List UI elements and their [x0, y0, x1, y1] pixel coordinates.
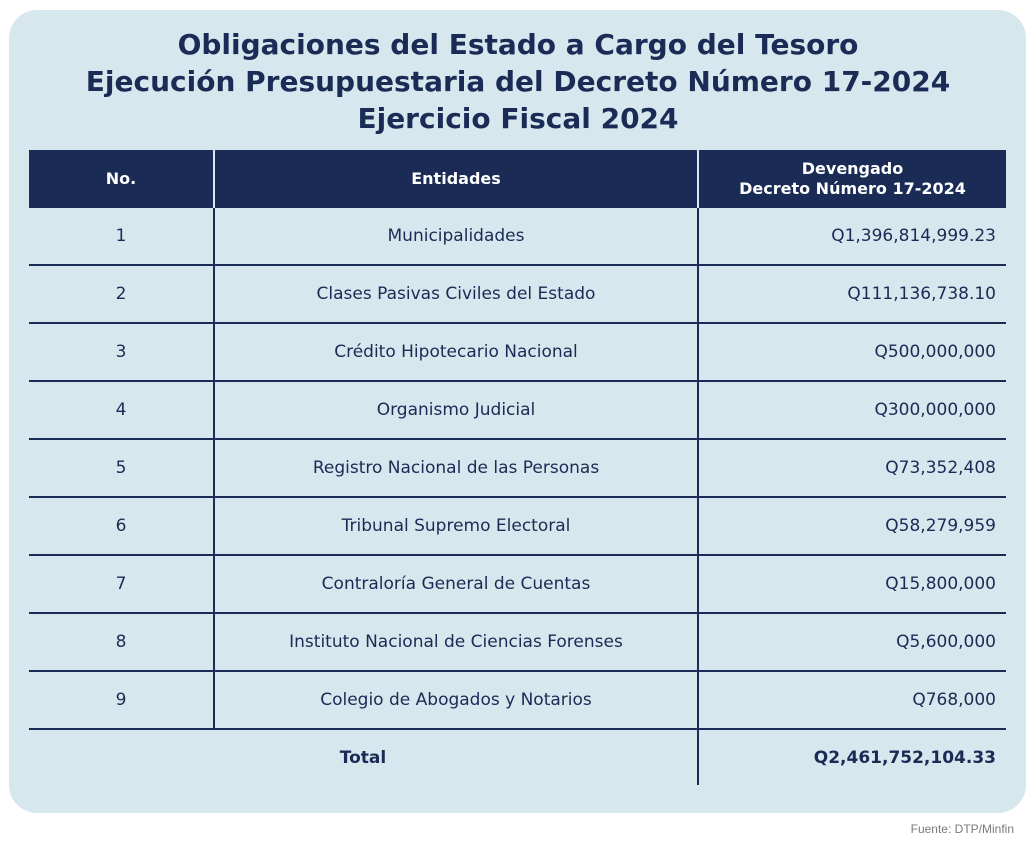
- row-entidad: Tribunal Supremo Electoral: [214, 497, 698, 555]
- table-row: [29, 208, 1006, 265]
- total-label: Total: [29, 729, 698, 785]
- title-line-2: Ejecución Presupuestaria del Decreto Número 17-2024: [85, 65, 951, 98]
- table-row: [29, 497, 1006, 555]
- row-entidad: Clases Pasivas Civiles del Estado: [214, 265, 698, 323]
- row-entidad: Contraloría General de Cuentas: [214, 555, 698, 613]
- row-number: 2: [29, 265, 214, 323]
- row-monto: Q15,800,000: [698, 555, 1006, 613]
- row-entidad: Organismo Judicial: [214, 381, 698, 439]
- row-monto: Q500,000,000: [698, 323, 1006, 381]
- row-number: 7: [29, 555, 214, 613]
- row-number: 1: [29, 208, 214, 265]
- row-number: 5: [29, 439, 214, 497]
- table-row: [29, 323, 1006, 381]
- row-number: 4: [29, 381, 214, 439]
- row-entidad: Instituto Nacional de Ciencias Forenses: [214, 613, 698, 671]
- row-entidad: Colegio de Abogados y Notarios: [214, 671, 698, 729]
- header-devengado-line2: Decreto Número 17-2024: [739, 179, 966, 198]
- table-row: [29, 439, 1006, 497]
- table-row: [29, 265, 1006, 323]
- row-monto: Q5,600,000: [698, 613, 1006, 671]
- table-row: [29, 381, 1006, 439]
- row-monto: Q58,279,959: [698, 497, 1006, 555]
- table-row: [29, 555, 1006, 613]
- header-devengado: [698, 150, 1006, 208]
- row-monto: Q300,000,000: [698, 381, 1006, 439]
- row-monto: Q111,136,738.10: [698, 265, 1006, 323]
- table-row: [29, 671, 1006, 729]
- header-devengado-line1: Devengado: [801, 159, 904, 178]
- source-note: Fuente: DTP/Minfin: [910, 822, 1014, 836]
- title-line-3: Ejercicio Fiscal 2024: [357, 102, 679, 135]
- row-number: 8: [29, 613, 214, 671]
- row-entidad: Crédito Hipotecario Nacional: [214, 323, 698, 381]
- row-number: 3: [29, 323, 214, 381]
- row-monto: Q73,352,408: [698, 439, 1006, 497]
- total-row: [29, 729, 1006, 785]
- row-monto: Q768,000: [698, 671, 1006, 729]
- page-title: [0, 26, 1036, 137]
- row-entidad: Municipalidades: [214, 208, 698, 265]
- obligaciones-table: [29, 150, 1006, 785]
- table-row: [29, 613, 1006, 671]
- header-no: No.: [29, 150, 214, 208]
- row-number: 9: [29, 671, 214, 729]
- total-amount: Q2,461,752,104.33: [813, 747, 996, 768]
- row-entidad: Registro Nacional de las Personas: [214, 439, 698, 497]
- table-header-row: [29, 150, 1006, 208]
- row-number: 6: [29, 497, 214, 555]
- row-monto: Q1,396,814,999.23: [698, 208, 1006, 265]
- title-line-1: Obligaciones del Estado a Cargo del Tesoro: [177, 28, 859, 61]
- header-entidades: Entidades: [214, 150, 698, 208]
